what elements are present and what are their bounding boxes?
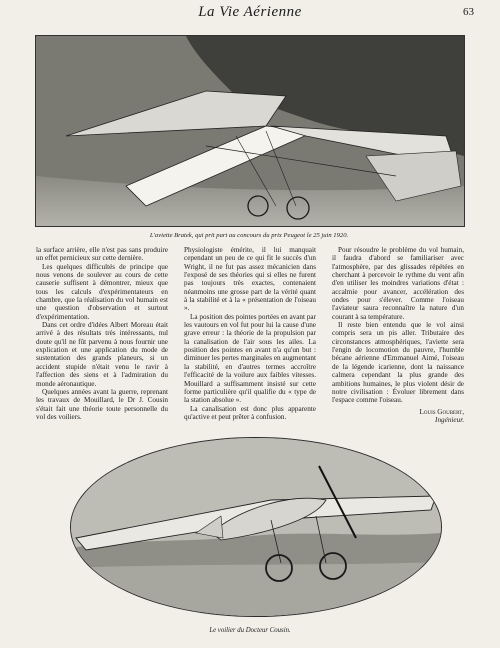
author-title: Ingénieur. bbox=[435, 415, 464, 424]
photo-caption-bottom: Le voilier du Docteur Cousin. bbox=[209, 627, 291, 634]
paragraph: Dans cet ordre d'idées Albert Moreau était arrivé à des résultats très intéressants, nul doute qu'il ne fût parvenu à nous fournir une explication et une application du mode de sustentation des grands planeurs, si un accident stupide n'était venu le ravir à l'affection des siens et à l'admiration du monde aéronautique. bbox=[36, 321, 168, 388]
aviette-photograph bbox=[35, 35, 465, 227]
aviette-illustration bbox=[36, 36, 464, 226]
photo-caption-top: L'aviette Bratek, qui prit part au concours du prix Peugeot le 25 juin 1920. bbox=[149, 232, 349, 239]
article-column-3 bbox=[332, 246, 464, 424]
glider-illustration bbox=[71, 438, 441, 616]
paragraph: Quelques années avant la guerre, reprenant les travaux de Mouillard, le Dr J. Cousin s'était fait une théorie toute personnelle du vol des voiliers. bbox=[36, 387, 168, 421]
paragraph: Pour résoudre le problème du vol humain, il faudra d'abord se familiariser avec l'atmosphère, par des glissades répétées en cherchant à percevoir le rythme du vent afin d'en utiliser les moindres variations d'état : accalmie pour avancer, accélération des ondes pour s'élever. Comme l'oiseau l'aviateur saura reconnaître la nature d'un courant à sa température. bbox=[332, 246, 464, 321]
paragraph: Physiologiste émérite, il lui manquait cependant un peu de ce qui fit le succès d'un Wright, il ne fut pas assez mécanicien dans l'exposé de ses théories qui si elles ne furent pas toujours très exactes, contenaient néanmoins une grosse part de la vérité quant à la stabilité et à la « présentation de l'oiseau ». bbox=[184, 246, 316, 313]
article-body bbox=[36, 246, 464, 424]
paragraph: La position des pointes portées en avant par les vautours en vol fut pour lui la cause d'une grave erreur : la théorie de la propulsion par la canalisation de l'air sous les ailes. La position des pointes en avant n'a qu'un but : diminuer les pertes marginales en augmentant la stabilité, en d'autres termes accroître l'efficacité de la voilure aux faibles vitesses. Mouillard a suffisamment insisté sur cette forme particulière qu'il qualifie du « type de la station absolue ». bbox=[184, 312, 316, 405]
article-column-1 bbox=[36, 246, 168, 421]
paragraph: la surface arrière, elle n'est pas sans produire un effet pernicieux sur cette dernière. bbox=[36, 246, 168, 263]
author-name: Louis Goubert, bbox=[419, 407, 464, 416]
paragraph: La canalisation est donc plus apparente qu'active et peut prêter à confusion. bbox=[184, 404, 316, 421]
paragraph: Les quelques difficultés de principe que nous venons de soulever au cours de cette causerie suffisent à démontrer, mieux que tous les calculs d'expérimentateurs en chambre, que la réalisation du vol humain est une question d'observation et surtout d'expérimentation. bbox=[36, 262, 168, 321]
paragraph: Il reste bien entendu que le vol ainsi compris sera un pis aller. Tributaire des circonstances atmosphériques, l'aviette sera l'engin de locomotion du pauvre, l'humble bécane aérienne d'Emmanuel Aimé, l'oiseau de la légende icarienne, dont la naissance calmera cependant la plus grande des ambitions humaines, le plus violent désir de notre civilisation : Évoluer librement dans l'espace comme l'oiseau. bbox=[332, 321, 464, 405]
masthead-title: La Vie Aérienne bbox=[198, 4, 302, 20]
article-column-2 bbox=[184, 246, 316, 421]
glider-photograph bbox=[70, 437, 442, 617]
page-number: 63 bbox=[463, 6, 474, 18]
